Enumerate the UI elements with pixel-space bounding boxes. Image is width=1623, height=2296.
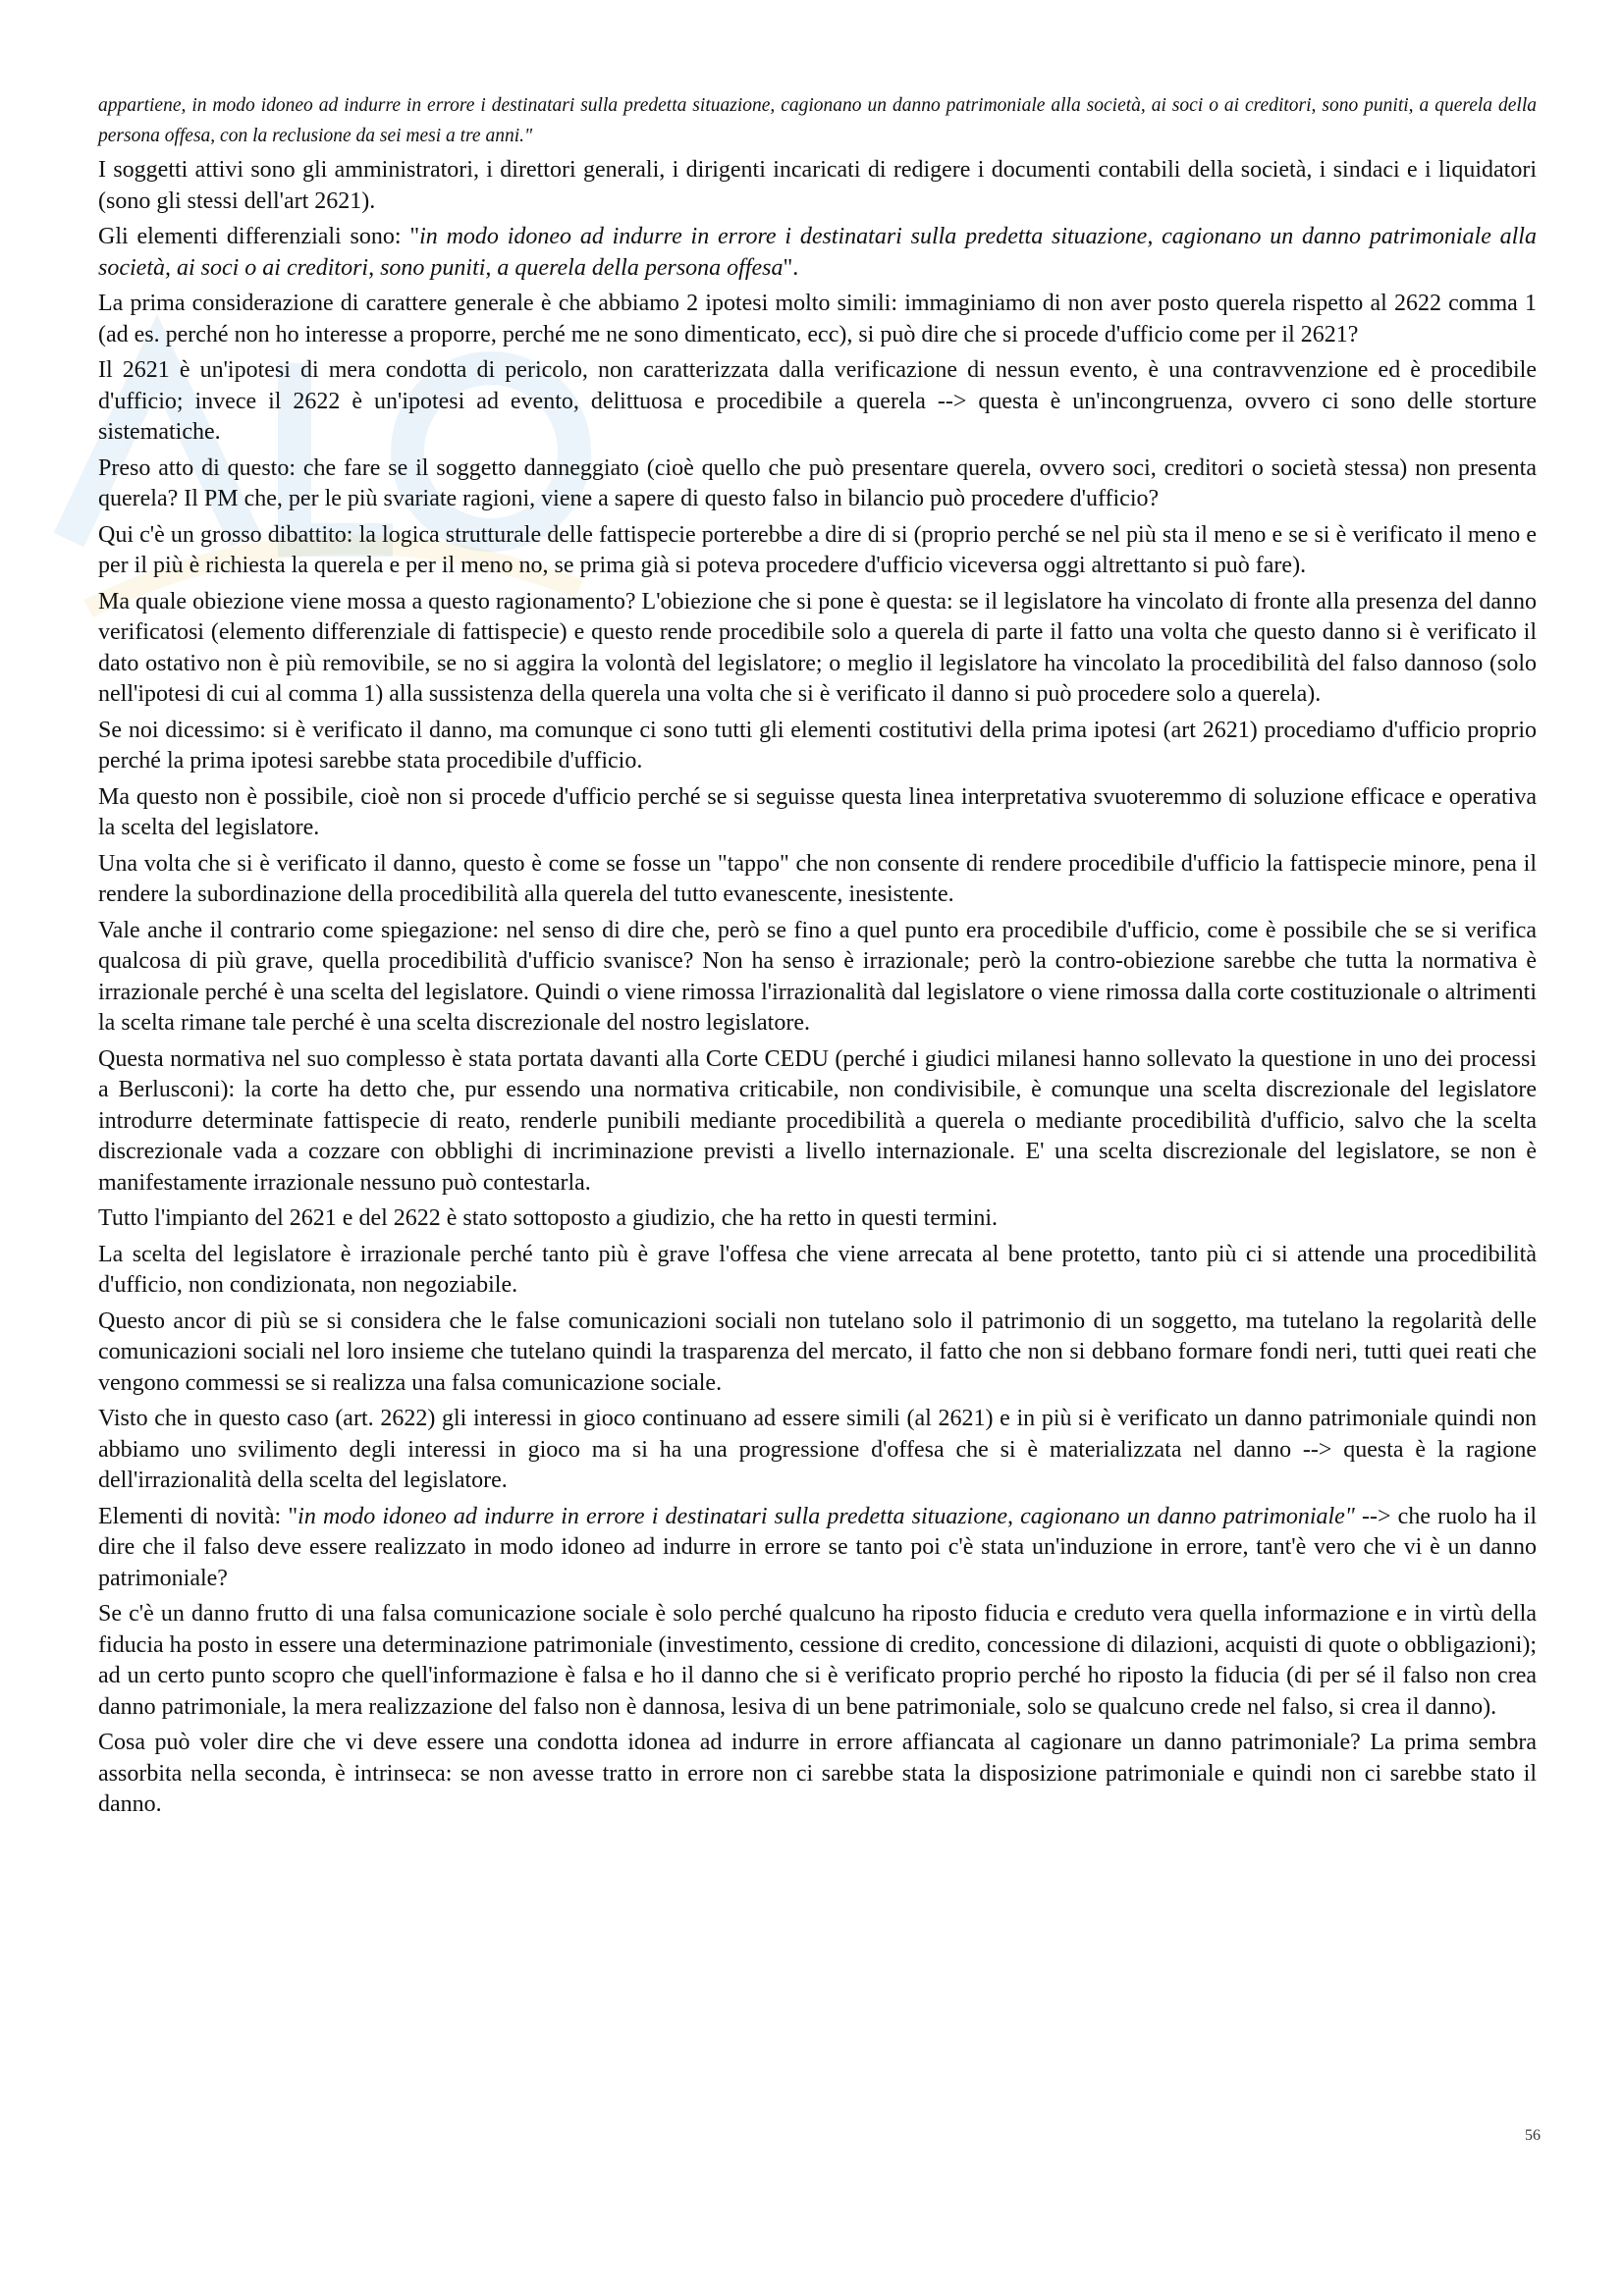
paragraph-1: I soggetti attivi sono gli amministratori, i direttori generali, i dirigenti incaricati di redigere i documenti contabili della società, i sindaci e i liquidatori (sono gli stessi dell'art 2621).: [98, 157, 1537, 214]
quoted-article-text: appartiene, in modo idoneo ad indurre in errore i destinatari sulla predetta situazione, cagionano un danno patrimoniale alla società, ai soci o ai creditori, sono puniti, a querela della persona offesa, con la reclusione da sei mesi a tre anni.": [98, 95, 1537, 146]
paragraph-14: La scelta del legislatore è irrazionale perché tanto più è grave l'offesa che viene arrecata al bene protetto, tanto più ci si attende una procedibilità d'ufficio, non condizionata, non negoziabile.: [98, 1241, 1537, 1298]
paragraph-10: Una volta che si è verificato il danno, questo è come se fosse un "tappo" che non consente di rendere procedibile d'ufficio la fattispecie minore, pena il rendere la subordinazione della procedibilità alla querela del tutto evanescente, inesistente.: [98, 850, 1537, 907]
paragraph-13: Tutto l'impianto del 2621 e del 2622 è stato sottoposto a giudizio, che ha retto in questi termini.: [98, 1205, 998, 1231]
paragraph-15: Questo ancor di più se si considera che le false comunicazioni sociali non tutelano solo il patrimonio di un soggetto, ma tutelano la regolarità delle comunicazioni sociali nel loro insieme che tutelano quindi la trasparenza del mercato, il fatto che non si debbano formare fondi neri, tutti quei reati che vengono commessi se si realizza una falsa comunicazione sociale.: [98, 1308, 1537, 1396]
paragraph-2: Gli elementi differenziali sono: "in modo idoneo ad indurre in errore i destinatari sulla predetta situazione, cagionano un danno patrimoniale alla società, ai soci o ai creditori, sono puniti, a querela della persona offesa".: [98, 224, 1537, 281]
paragraph-6: Qui c'è un grosso dibattito: la logica strutturale delle fattispecie porterebbe a dire di si (proprio perché se nel più sta il meno e se si è verificato il meno e per il più è richiesta la querela e per il meno no, se prima già si poteva procedere d'ufficio viceversa oggi altrettanto si può fare).: [98, 521, 1537, 578]
page-number: 56: [1525, 2127, 1541, 2144]
paragraph-16: Visto che in questo caso (art. 2622) gli interessi in gioco continuano ad essere simili (al 2621) e in più si è verificato un danno patrimoniale quindi non abbiamo uno svilimento degli interessi in gioco ma si ha una progressione d'offesa che si è materializzata nel danno --> questa è la ragione dell'irrazionalità della scelta del legislatore.: [98, 1406, 1537, 1493]
paragraph-17: Elementi di novità: "in modo idoneo ad indurre in errore i destinatari sulla predetta situazione, cagionano un danno patrimoniale" --> che ruolo ha il dire che il falso deve essere realizzato in modo idoneo ad indurre in errore se tanto poi c'è stata un'induzione in errore, tant'è vero che vi è un danno patrimoniale?: [98, 1503, 1538, 1591]
paragraph-11: Vale anche il contrario come spiegazione: nel senso di dire che, però se fino a quel punto era procedibile d'ufficio, come è possibile che se si verifica qualcosa di più grave, quella procedibilità d'ufficio svanisce? Non ha senso è irrazionale; però la contro-obiezione sarebbe che tutta la normativa è irrazionale perché è una scelta del legislatore. Quindi o viene rimossa l'irrazionalità dal legislatore o viene rimossa dalla corte costituzionale o altrimenti la scelta rimane tale perché è una scelta discrezionale del nostro legislatore.: [98, 917, 1537, 1036]
paragraph-7: Ma quale obiezione viene mossa a questo ragionamento? L'obiezione che si pone è questa: se il legislatore ha vincolato di fronte alla presenza del danno verificatosi (elemento differenziale di fattispecie) e questo rende procedibile solo a querela di parte il fatto una volta che questo danno si è verificato il dato ostativo non è più removibile, se no si aggira la volontà del legislatore; o meglio il legislatore ha vincolato la procedibilità del falso dannoso (solo nell'ipotesi di cui al comma 1) alla sussistenza della querela una volta che si è verificato il danno si può procedere solo a querela).: [98, 588, 1537, 707]
paragraph-4: Il 2621 è un'ipotesi di mera condotta di pericolo, non caratterizzata dalla verificazione di nessun evento, è una contravvenzione ed è procedibile d'ufficio; invece il 2622 è un'ipotesi ad evento, delittuosa e procedibile a querela --> questa è un'incongruenza, ovvero ci sono delle storture sistematiche.: [98, 357, 1537, 445]
paragraph-12: Questa normativa nel suo complesso è stata portata davanti alla Corte CEDU (perché i giudici milanesi hanno sollevato la questione in uno dei processi a Berlusconi): la corte ha detto che, pur essendo una normativa criticabile, non condivisibile, è comunque una scelta discrezionale del legislatore introdurre determinate fattispecie di reato, renderle punibili mediante procedibilità a querela o mediante procedibilità d'ufficio, salvo che la scelta discrezionale vada a cozzare con obblighi di incriminazione previsti a livello internazionale. E' una scelta discrezionale del legislatore, se non è manifestamente irrazionale nessuno può contestarla.: [98, 1045, 1537, 1196]
paragraph-19: Cosa può voler dire che vi deve essere una condotta idonea ad indurre in errore affiancata al cagionare un danno patrimoniale? La prima sembra assorbita nella seconda, è intrinseca: se non avesse tratto in errore non ci sarebbe stata la disposizione patrimoniale e quindi non ci sarebbe stato il danno.: [98, 1730, 1537, 1817]
document-body: [98, 90, 1537, 1826]
paragraph-9: Ma questo non è possibile, cioè non si procede d'ufficio perché se si seguisse questa linea interpretativa svuoteremmo di soluzione efficace e operativa la scelta del legislatore.: [98, 783, 1537, 840]
paragraph-5: Preso atto di questo: che fare se il soggetto danneggiato (cioè quello che può presentare querela, ovvero soci, creditori o società stessa) non presenta querela? Il PM che, per le più svariate ragioni, viene a sapere di questo falso in bilancio può procedere d'ufficio?: [98, 454, 1537, 511]
paragraph-3: La prima considerazione di carattere generale è che abbiamo 2 ipotesi molto simili: immaginiamo di non aver posto querela rispetto al 2622 comma 1 (ad es. perché non ho interesse a proporre, perché me ne sono dimenticato, ecc), si può dire che si procede d'ufficio come per il 2621?: [98, 291, 1537, 347]
paragraph-8: Se noi dicessimo: si è verificato il danno, ma comunque ci sono tutti gli elementi costitutivi della prima ipotesi (art 2621) procediamo d'ufficio proprio perché la prima ipotesi sarebbe stata procedibile d'ufficio.: [98, 717, 1537, 774]
paragraph-18: Se c'è un danno frutto di una falsa comunicazione sociale è solo perché qualcuno ha riposto fiducia e creduto vera quella informazione e in virtù della fiducia ha posto in essere una determinazione patrimoniale (investimento, cessione di credito, concessione di dilazioni, acquisti di quote o obbligazioni); ad un certo punto scopro che quell'informazione è falsa e ho il danno che si è verificato proprio perché ho riposto la fiducia (di per sé il falso non crea danno patrimoniale, la mera realizzazione del falso non è dannosa, lesiva di un bene patrimoniale, solo se qualcuno crede nel falso, si crea il danno).: [98, 1601, 1537, 1720]
